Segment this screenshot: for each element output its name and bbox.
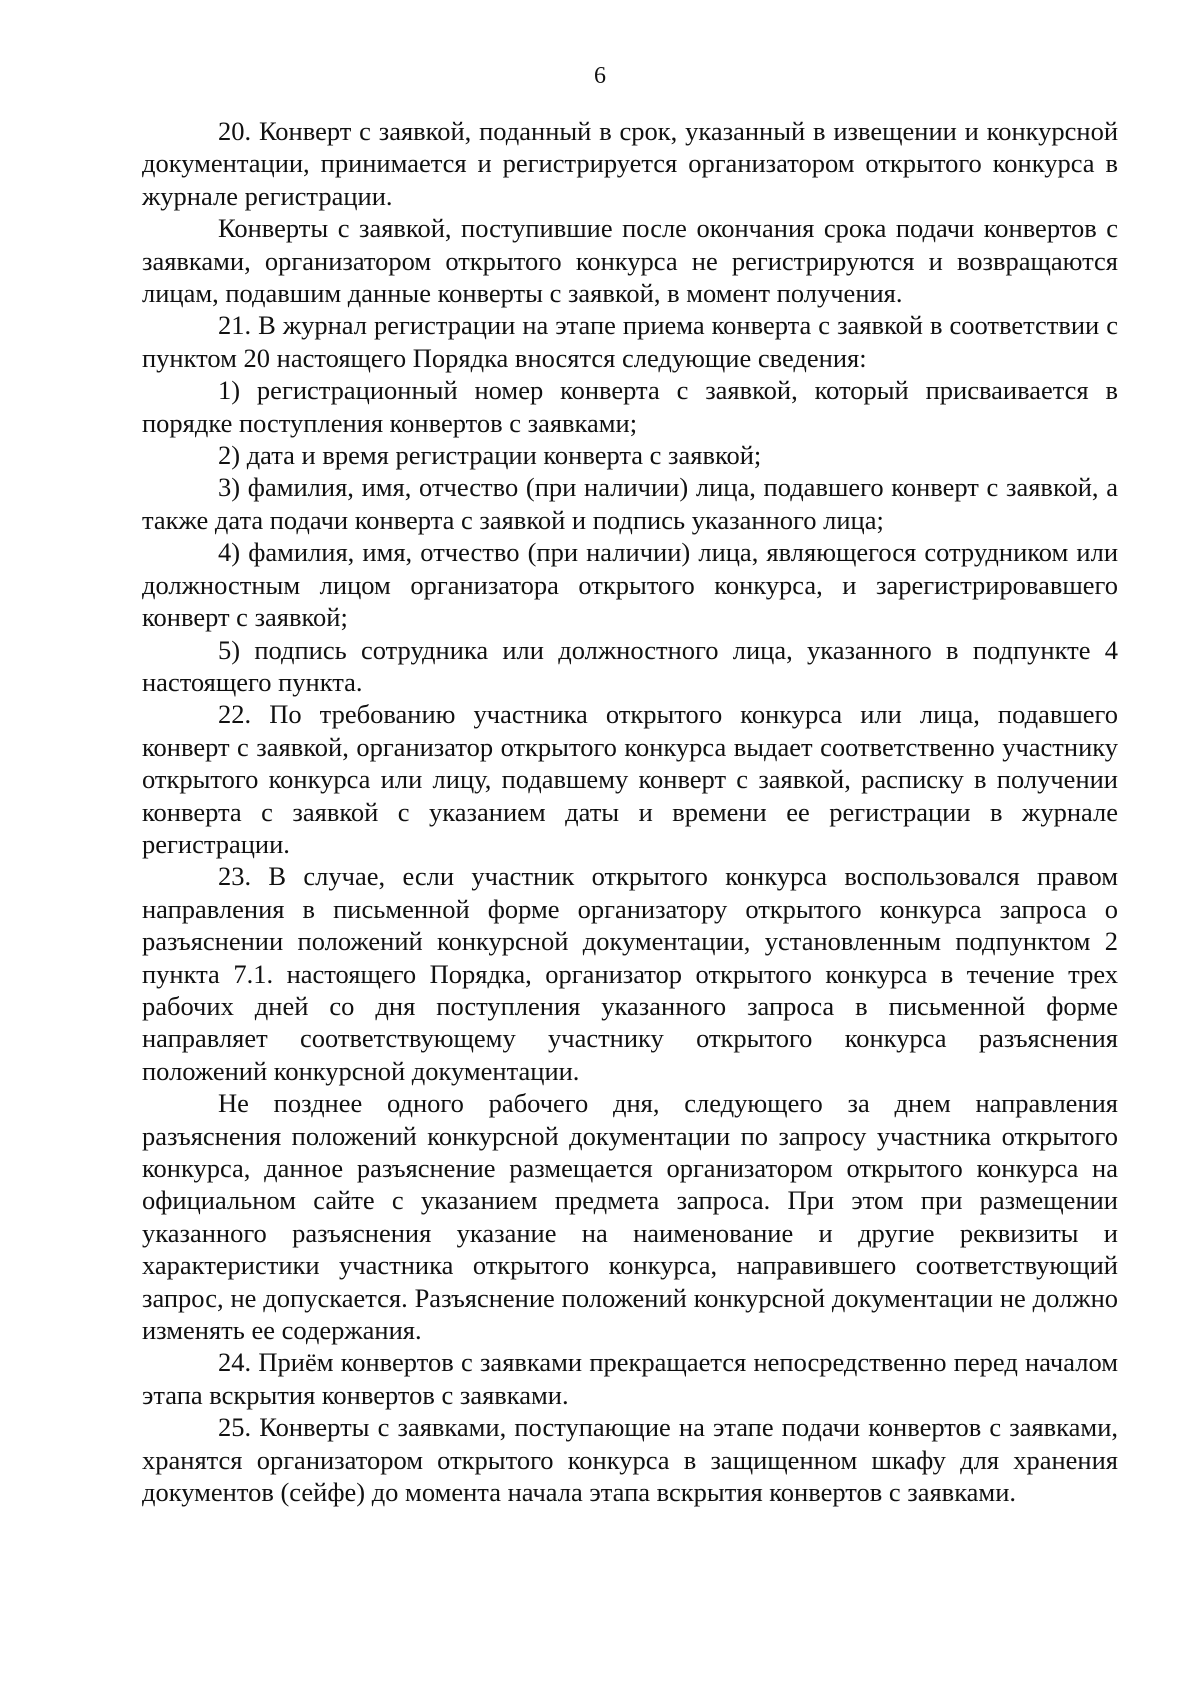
paragraph-20: 20. Конверт с заявкой, поданный в срок, указанный в извещении и конкурсной документации, принимается и регистрируется организатором открытого конкурса в журнале регистрации. bbox=[142, 116, 1118, 211]
paragraph-25: 25. Конверты с заявками, поступающие на этапе подачи конвертов с заявками, хранятся организатором открытого конкурса в защищенном шкафу для хранения документов (сейфе) до момента начала этапа вскрытия конвертов с заявками. bbox=[142, 1412, 1118, 1508]
paragraph-21-item-3: 3) фамилия, имя, отчество (при наличии) лица, подавшего конверт с заявкой, а также дата подачи конверта с заявкой и подпись указанного лица; bbox=[142, 472, 1118, 535]
paragraph-21: 21. В журнал регистрации на этапе приема конверта с заявкой в соответствии с пунктом 20 настоящего Порядка вносятся следующие сведения: bbox=[142, 310, 1118, 373]
paragraph-23: 23. В случае, если участник открытого конкурса воспользовался правом направления в письменной форме организатору открытого конкурса запроса о разъяснении положений конкурсной документации, установленным подпунктом 2 пункта 7.1. настоящего Порядка, организатор открытого конкурса в течение трех рабочих дней со дня поступления указанного запроса в письменной форме направляет соответствующему участнику открытого конкурса разъяснения положений конкурсной документации. bbox=[142, 861, 1118, 1086]
page-number: 6 bbox=[594, 63, 606, 89]
paragraph-23-continued: Не позднее одного рабочего дня, следующего за днем направления разъяснения положений конкурсной документации по запросу участника открытого конкурса, данное разъяснение размещается организатором открытого конкурса на официальном сайте с указанием предмета запроса. При этом при размещении указанного разъяснения указание на наименование и другие реквизиты и характеристики участника открытого конкурса, направившего соответствующий запрос, не допускается. Разъяснение положений конкурсной документации не должно изменять ее содержания. bbox=[142, 1088, 1118, 1346]
paragraph-24: 24. Приём конвертов с заявками прекращается непосредственно перед началом этапа вскрытия конвертов с заявками. bbox=[142, 1347, 1118, 1410]
document-body bbox=[142, 115, 1118, 1508]
paragraph-22: 22. По требованию участника открытого конкурса или лица, подавшего конверт с заявкой, организатор открытого конкурса выдает соответственно участнику открытого конкурса или лицу, подавшему конверт с заявкой, расписку в получении конверта с заявкой с указанием даты и времени ее регистрации в журнале регистрации. bbox=[142, 699, 1118, 859]
paragraph-21-item-1: 1) регистрационный номер конверта с заявкой, который присваивается в порядке поступления конвертов с заявками; bbox=[142, 375, 1118, 438]
paragraph-21-item-4: 4) фамилия, имя, отчество (при наличии) лица, являющегося сотрудником или должностным лицом организатора открытого конкурса, и зарегистрировавшего конверт с заявкой; bbox=[142, 537, 1118, 633]
paragraph-21-item-2: 2) дата и время регистрации конверта с заявкой; bbox=[218, 440, 762, 471]
paragraph-21-item-5: 5) подпись сотрудника или должностного лица, указанного в подпункте 4 настоящего пункта. bbox=[142, 634, 1118, 697]
paragraph-20-continued: Конверты с заявкой, поступившие после окончания срока подачи конвертов с заявками, организатором открытого конкурса не регистрируются и возвращаются лицам, подавшим данные конверты с заявкой, в момент получения. bbox=[142, 213, 1118, 309]
